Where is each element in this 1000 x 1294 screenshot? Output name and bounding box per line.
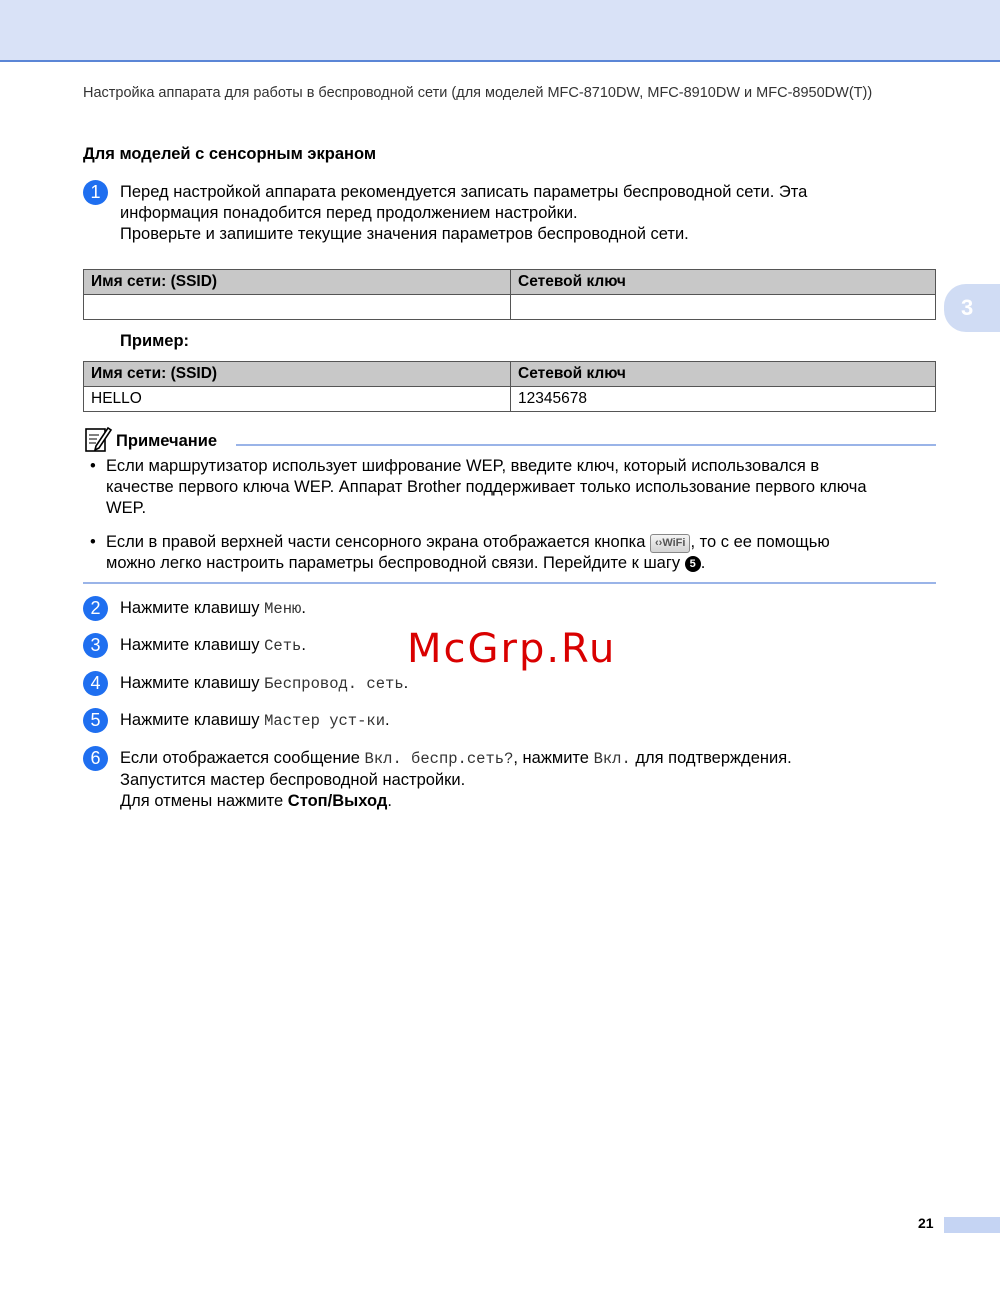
example-label: Пример: — [120, 332, 190, 350]
step-1-text — [120, 182, 940, 245]
step-text: Нажмите клавишу — [120, 711, 265, 729]
section-title: Для моделей с сенсорным экраном — [83, 145, 377, 163]
note-title: Примечание — [116, 432, 218, 450]
step-text: для подтверждения. — [630, 749, 792, 767]
step-4 — [83, 671, 943, 697]
step-end: . — [301, 599, 306, 617]
note-text: . — [700, 554, 706, 572]
note-text: Если в правой верхней части сенсорного экрана отображается кнопка — [106, 533, 650, 551]
step-end: . — [301, 636, 306, 654]
step-6-line-1 — [120, 748, 940, 770]
wifi-button-icon: ‹›WiFi — [650, 534, 690, 553]
step-4-text — [120, 673, 940, 695]
step-text: Если отображается сообщение — [120, 749, 365, 767]
step-6-text — [120, 748, 940, 812]
note-header — [83, 424, 936, 454]
note-item-1-text — [106, 456, 936, 519]
step-6-line-2: Запустится мастер беспроводной настройки. — [120, 771, 466, 789]
step-1-line-3: Проверьте и запишите текущие значения параметров беспроводной сети. — [120, 225, 689, 243]
step-number-5: 5 — [83, 708, 108, 733]
step-ref-5: 5 — [685, 556, 701, 572]
step-1 — [83, 180, 943, 246]
note-item-1-line-2: качестве первого ключа WEP. Аппарат Brother поддерживает только использование первого ключа — [106, 478, 867, 496]
key-menu: Меню — [264, 600, 302, 618]
key-on: Вкл. — [593, 750, 631, 768]
ssid-header: Имя сети: (SSID) — [84, 362, 511, 387]
ssid-example-cell: HELLO — [84, 387, 511, 412]
message-wireless-on: Вкл. беспр.сеть? — [364, 750, 514, 768]
key-cell — [511, 295, 936, 320]
step-2-text — [120, 598, 940, 620]
key-stop-exit: Стоп/Выход — [287, 792, 388, 810]
note-item-1 — [90, 456, 938, 519]
step-1-line-1: Перед настройкой аппарата рекомендуется записать параметры беспроводной сети. Эта — [120, 183, 808, 201]
step-end: . — [387, 792, 392, 810]
note-item-2-text — [106, 532, 936, 574]
step-number-4: 4 — [83, 671, 108, 696]
note-item-2-line-2 — [106, 553, 936, 574]
note-item-1-line-1: Если маршрутизатор использует шифрование WEP, введите ключ, который использовался в — [106, 457, 820, 475]
note-item-1-line-3: WEP. — [106, 499, 147, 517]
step-1-line-2: информация понадобится перед продолжением настройки. — [120, 204, 578, 222]
note-text: можно легко настроить параметры беспроводной связи. Перейдите к шагу — [106, 554, 685, 572]
step-number-2: 2 — [83, 596, 108, 621]
step-end: . — [385, 711, 390, 729]
chapter-tab[interactable] — [944, 284, 1000, 332]
note-text: , то с ее помощью — [690, 533, 830, 551]
step-number-6: 6 — [83, 746, 108, 771]
note-item-2-line-1 — [106, 532, 936, 553]
note-item-2 — [90, 532, 938, 576]
key-setup-wizard: Мастер уст-ки — [264, 712, 386, 730]
step-text: Нажмите клавишу — [120, 599, 265, 617]
key-example-cell: 12345678 — [511, 387, 936, 412]
watermark: McGrp.Ru — [407, 626, 617, 672]
step-number-1: 1 — [83, 180, 108, 205]
step-number-3: 3 — [83, 633, 108, 658]
ssid-cell — [84, 295, 511, 320]
bullet: • — [90, 457, 96, 475]
step-6-line-3 — [120, 791, 940, 812]
example-table — [83, 361, 936, 412]
note-bottom-divider — [83, 582, 936, 584]
network-params-table — [83, 269, 936, 320]
step-text: Нажмите клавишу — [120, 674, 265, 692]
step-end: . — [403, 674, 409, 692]
note-divider — [236, 444, 936, 446]
page-number-bar — [944, 1217, 1000, 1233]
bullet: • — [90, 533, 96, 551]
key-header: Сетевой ключ — [511, 362, 936, 387]
note-pencil-icon — [83, 424, 113, 454]
ssid-header: Имя сети: (SSID) — [84, 270, 511, 295]
step-5-text — [120, 710, 940, 732]
wifi-button-label: WiFi — [662, 537, 686, 549]
step-text: Для отмены нажмите — [120, 792, 288, 810]
step-2 — [83, 596, 943, 622]
key-header: Сетевой ключ — [511, 270, 936, 295]
running-head: Настройка аппарата для работы в беспроводной сети (для моделей MFC-8710DW, MFC-8910DW и MFC-8950DW(T)) — [83, 85, 873, 101]
step-text: Нажмите клавишу — [120, 636, 265, 654]
page-number: 21 — [918, 1215, 934, 1231]
step-text: , нажмите — [513, 749, 594, 767]
step-6 — [83, 746, 943, 812]
chapter-number: 3 — [961, 295, 974, 320]
step-5 — [83, 708, 943, 734]
key-network: Сеть — [264, 637, 302, 655]
key-wireless: Беспровод. сеть — [264, 675, 404, 693]
header-band — [0, 0, 1000, 62]
